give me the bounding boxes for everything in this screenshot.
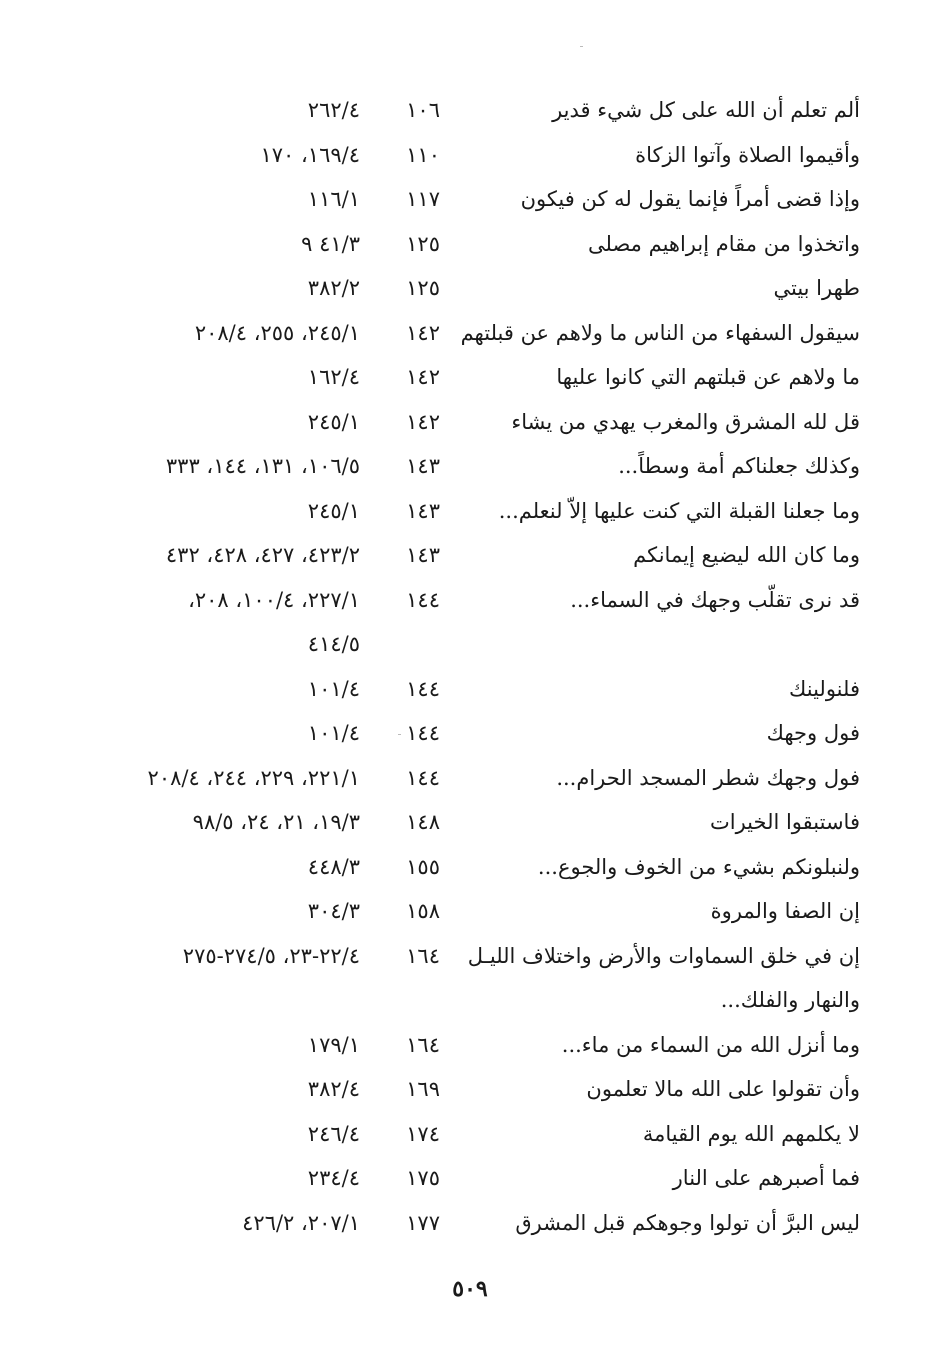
page-references: ٤١/٣ ٩ [301, 231, 360, 256]
page-references: ١٠١/٤ [307, 676, 360, 701]
ayah-number: ١٤٢ [406, 320, 440, 345]
ayah-number: ١٤٣ [406, 498, 440, 523]
ayah-number: ١٤٤ [406, 587, 440, 612]
page-references: ٤١٤/٥ [307, 632, 360, 656]
verse-text: فول وجهك شطر المسجد الحرام... [556, 765, 860, 790]
ayah-number: ١٤٣ [406, 543, 440, 567]
ayah-number: ١٢٥ [406, 276, 440, 300]
index-row [70, 222, 870, 267]
verse-text: ولنبلونكم بشيء من الخوف والجوع... [537, 854, 860, 879]
index-row [70, 88, 870, 133]
page-references: ٢٢٧/١، ١٠٠/٤، ٢٠٨، [188, 587, 360, 612]
ayah-number: ١٦٤ [406, 943, 440, 968]
index-row [70, 1201, 870, 1246]
verse-text: قد نرى تقلّب وجهك في السماء... [570, 587, 860, 612]
page-references: ٤٢٣/٢، ٤٢٧، ٤٢٨، ٤٣٢ [165, 543, 360, 567]
page-references: ٢٤٥/١، ٢٥٥، ٢٠٨/٤ [194, 320, 360, 345]
index-row [70, 934, 870, 979]
page-number: ٥٠٩ [452, 1276, 488, 1302]
ayah-number: ١٧٥ [406, 1166, 440, 1190]
ayah-number: ١٤٣ [406, 454, 440, 478]
page-references: ٣٨٢/٤ [307, 1077, 360, 1101]
verse-text: وما أنزل الله من السماء من ماء... [561, 1032, 860, 1057]
verse-text: وأقيموا الصلاة وآتوا الزكاة [635, 142, 860, 167]
ayah-number: ١٦٤ [406, 1032, 440, 1057]
index-row [70, 177, 870, 222]
page-references: ٢٣٤/٤ [307, 1166, 360, 1190]
verse-text: فاستبقوا الخيرات [709, 810, 860, 834]
page-references: ١٩/٣، ٢١، ٢٤، ٩٨/٥ [192, 810, 360, 834]
verse-index-table [70, 88, 870, 1245]
verse-text: فما أصبرهم على النار [672, 1166, 860, 1190]
index-row [70, 133, 870, 178]
index-row [70, 800, 870, 845]
verse-text: سيقول السفهاء من الناس ما ولاهم عن قبلتهم [460, 320, 860, 345]
page-references: ١١٦/١ [307, 187, 360, 211]
verse-text: وأن تقولوا على الله مالا تعلمون [586, 1077, 860, 1101]
ayah-number: ١٢٥ [406, 231, 440, 256]
page-references: ٢٤٥/١ [307, 409, 360, 434]
verse-text: والنهار والفلك... [720, 988, 860, 1012]
index-row [70, 667, 870, 712]
ayah-number: ١٤٢ [406, 409, 440, 434]
verse-text: قل لله المشرق والمغرب يهدي من يشاء [511, 409, 860, 434]
index-row [70, 400, 870, 445]
index-row [70, 533, 870, 578]
ayah-number: ١٥٨ [406, 899, 440, 923]
page-references: ١٧٩/١ [307, 1032, 360, 1057]
verse-text: ليس البرَّ أن تولوا وجوهكم قبل المشرق [515, 1210, 860, 1235]
verse-text: وإذا قضى أمراً فإنما يقول له كن فيكون [520, 187, 860, 211]
index-row [70, 578, 870, 623]
ayah-number: ١٤٤ [406, 765, 440, 790]
verse-text: واتخذوا من مقام إبراهيم مصلى [588, 231, 860, 256]
index-row [70, 1156, 870, 1201]
page-references: ٢٤٦/٤ [307, 1121, 360, 1146]
index-row [70, 1023, 870, 1068]
index-row [70, 756, 870, 801]
paper-speck [580, 46, 583, 47]
ayah-number: ١٧٤ [406, 1121, 440, 1146]
page-references: ٢٤٥/١ [307, 498, 360, 523]
page-references: ٢٢/٤-٢٣، ٢٧٤/٥-٢٧٥ [182, 943, 360, 968]
page-references: ١٠٦/٥، ١٣١، ١٤٤، ٣٣٣ [165, 454, 360, 478]
verse-text: إن في خلق السماوات والأرض واختلاف الليـل [467, 943, 860, 968]
page-references: ١٦٢/٤ [307, 365, 360, 389]
page-references: ١٦٩/٤، ١٧٠ [260, 142, 360, 167]
verse-text: لا يكلمهم الله يوم القيامة [642, 1121, 860, 1146]
index-row [70, 311, 870, 356]
verse-text: ما ولاهم عن قبلتهم التي كانوا عليها [556, 365, 860, 389]
index-row [70, 845, 870, 890]
verse-text: وما جعلنا القبلة التي كنت عليها إلاّ لنعلم... [498, 498, 860, 523]
verse-text: ألم تعلم أن الله على كل شيء قدير [552, 98, 860, 122]
ayah-number: ١٤٢ [406, 365, 440, 389]
ayah-number: ١٥٥ [406, 854, 440, 879]
ayah-number: ١٤٨ [406, 810, 440, 834]
verse-text: وما كان الله ليضيع إيمانكم [633, 543, 860, 567]
page-references: ٣٨٢/٢ [307, 276, 360, 300]
index-row [70, 978, 870, 1023]
page-references: ٤٤٨/٣ [307, 854, 360, 879]
verse-text: طهرا بيتي [773, 276, 860, 300]
verse-text: فلنولينك [789, 676, 860, 701]
ayah-number: ١١٧ [406, 187, 440, 211]
page-references: ٢٠٧/١، ٤٢٦/٢ [242, 1210, 360, 1235]
ayah-number: ١٦٩ [406, 1077, 440, 1101]
page-references: ٣٠٤/٣ [307, 899, 360, 923]
ayah-number: ١٠٦ [406, 98, 440, 122]
verse-text: إن الصفا والمروة [710, 899, 860, 923]
index-row [70, 355, 870, 400]
index-row [70, 1112, 870, 1157]
page-references: ٢٢١/١، ٢٢٩، ٢٤٤، ٢٠٨/٤ [147, 765, 360, 790]
ayah-number: ١١٠ [406, 142, 440, 167]
index-row [70, 266, 870, 311]
page-references: ١٠١/٤ [307, 721, 360, 745]
index-row [70, 711, 870, 756]
index-row [70, 444, 870, 489]
ayah-number: ١٤٤ [406, 676, 440, 701]
verse-text: فول وجهك [766, 721, 860, 745]
ayah-number: ١٤٤ [406, 721, 440, 745]
index-row [70, 622, 870, 667]
page-references: ٢٦٢/٤ [307, 98, 360, 122]
index-row [70, 489, 870, 534]
verse-text: وكذلك جعلناكم أمة وسطاً... [618, 454, 860, 478]
ayah-number: ١٧٧ [406, 1210, 440, 1235]
index-row [70, 889, 870, 934]
index-row [70, 1067, 870, 1112]
